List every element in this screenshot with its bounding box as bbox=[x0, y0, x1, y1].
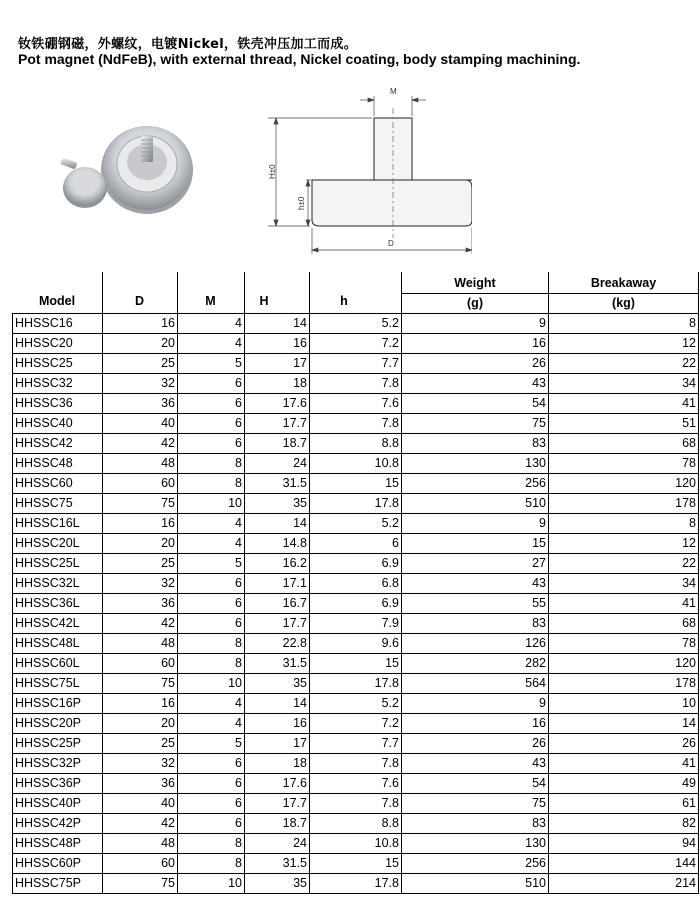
cell-value: 34 bbox=[549, 373, 699, 393]
table-row bbox=[13, 653, 699, 673]
cell-value: 8 bbox=[178, 453, 245, 473]
cell-value: 12 bbox=[549, 333, 699, 353]
table-row bbox=[13, 713, 699, 733]
cell-value: 27 bbox=[402, 553, 549, 573]
table-row bbox=[13, 313, 699, 333]
cell-model: HHSSC48P bbox=[13, 833, 103, 853]
cell-value: 36 bbox=[103, 773, 178, 793]
cell-value: 17 bbox=[245, 733, 310, 753]
cell-value: 83 bbox=[402, 613, 549, 633]
table-row bbox=[13, 633, 699, 653]
cell-value: 510 bbox=[402, 873, 549, 893]
cell-value: 32 bbox=[103, 373, 178, 393]
cell-model: HHSSC36P bbox=[13, 773, 103, 793]
cell-value: 42 bbox=[103, 613, 178, 633]
table-row bbox=[13, 753, 699, 773]
cell-value: 12 bbox=[549, 533, 699, 553]
table-row bbox=[13, 793, 699, 813]
cell-model: HHSSC75L bbox=[13, 673, 103, 693]
cell-model: HHSSC16P bbox=[13, 693, 103, 713]
cell-model: HHSSC32 bbox=[13, 373, 103, 393]
cell-value: 22.8 bbox=[245, 633, 310, 653]
cell-value: 17.1 bbox=[245, 573, 310, 593]
cell-value: 4 bbox=[178, 533, 245, 553]
cell-value: 16.2 bbox=[245, 553, 310, 573]
cell-value: 6 bbox=[178, 813, 245, 833]
cell-value: 9.6 bbox=[310, 633, 402, 653]
cell-value: 17.8 bbox=[310, 673, 402, 693]
cell-value: 5.2 bbox=[310, 513, 402, 533]
header-breakaway-unit: (kg) bbox=[549, 293, 699, 313]
cell-model: HHSSC20P bbox=[13, 713, 103, 733]
cell-value: 120 bbox=[549, 473, 699, 493]
cell-value: 6 bbox=[178, 613, 245, 633]
cell-value: 126 bbox=[402, 633, 549, 653]
cell-value: 25 bbox=[103, 733, 178, 753]
cell-value: 9 bbox=[402, 693, 549, 713]
cell-value: 6 bbox=[178, 413, 245, 433]
cell-value: 10 bbox=[178, 873, 245, 893]
table-row bbox=[13, 693, 699, 713]
cell-value: 10 bbox=[178, 673, 245, 693]
cell-value: 75 bbox=[103, 673, 178, 693]
cell-value: 41 bbox=[549, 753, 699, 773]
header-model: Model bbox=[38, 294, 76, 308]
cell-value: 36 bbox=[103, 393, 178, 413]
cell-model: HHSSC25P bbox=[13, 733, 103, 753]
cell-value: 6 bbox=[310, 533, 402, 553]
table-row bbox=[13, 773, 699, 793]
cell-model: HHSSC60P bbox=[13, 853, 103, 873]
cell-value: 49 bbox=[549, 773, 699, 793]
cell-value: 7.6 bbox=[310, 393, 402, 413]
cell-value: 7.8 bbox=[310, 793, 402, 813]
cell-value: 40 bbox=[103, 793, 178, 813]
cell-value: 26 bbox=[402, 733, 549, 753]
dim-label-d: D bbox=[388, 239, 394, 248]
cell-value: 8 bbox=[178, 473, 245, 493]
cell-value: 35 bbox=[245, 873, 310, 893]
cell-value: 6 bbox=[178, 393, 245, 413]
cell-value: 15 bbox=[310, 473, 402, 493]
cell-value: 7.7 bbox=[310, 733, 402, 753]
cell-value: 41 bbox=[549, 593, 699, 613]
table-row bbox=[13, 393, 699, 413]
cell-value: 5.2 bbox=[310, 693, 402, 713]
cell-value: 6 bbox=[178, 593, 245, 613]
cell-value: 178 bbox=[549, 493, 699, 513]
cell-value: 510 bbox=[402, 493, 549, 513]
cell-value: 15 bbox=[402, 533, 549, 553]
table-row bbox=[13, 373, 699, 393]
cell-value: 18.7 bbox=[245, 433, 310, 453]
cell-value: 14 bbox=[549, 713, 699, 733]
cell-value: 15 bbox=[310, 653, 402, 673]
cell-value: 32 bbox=[103, 753, 178, 773]
cell-value: 48 bbox=[103, 453, 178, 473]
cell-value: 10 bbox=[549, 693, 699, 713]
cell-value: 4 bbox=[178, 313, 245, 333]
cell-value: 6 bbox=[178, 753, 245, 773]
cell-value: 6 bbox=[178, 793, 245, 813]
cell-value: 7.2 bbox=[310, 713, 402, 733]
spec-table bbox=[12, 272, 699, 894]
cell-value: 75 bbox=[402, 793, 549, 813]
table-row bbox=[13, 813, 699, 833]
cell-value: 78 bbox=[549, 453, 699, 473]
cell-value: 20 bbox=[103, 333, 178, 353]
table-row bbox=[13, 733, 699, 753]
cell-value: 6 bbox=[178, 773, 245, 793]
cell-value: 6.8 bbox=[310, 573, 402, 593]
cell-value: 7.8 bbox=[310, 373, 402, 393]
cell-value: 54 bbox=[402, 393, 549, 413]
cell-value: 25 bbox=[103, 353, 178, 373]
cell-value: 16 bbox=[402, 713, 549, 733]
table-row bbox=[13, 553, 699, 573]
cell-value: 15 bbox=[310, 853, 402, 873]
cell-value: 4 bbox=[178, 713, 245, 733]
cell-model: HHSSC60 bbox=[13, 473, 103, 493]
cell-value: 6.9 bbox=[310, 553, 402, 573]
cell-value: 25 bbox=[103, 553, 178, 573]
product-photo bbox=[55, 118, 205, 218]
cell-value: 17.6 bbox=[245, 773, 310, 793]
header-weight-unit: (g) bbox=[402, 293, 549, 313]
cell-model: HHSSC32L bbox=[13, 573, 103, 593]
cell-value: 18 bbox=[245, 373, 310, 393]
table-row bbox=[13, 333, 699, 353]
table-row bbox=[13, 853, 699, 873]
cell-model: HHSSC20L bbox=[13, 533, 103, 553]
table-row bbox=[13, 493, 699, 513]
cell-value: 78 bbox=[549, 633, 699, 653]
cell-value: 42 bbox=[103, 433, 178, 453]
cell-value: 564 bbox=[402, 673, 549, 693]
cell-model: HHSSC42L bbox=[13, 613, 103, 633]
cell-value: 43 bbox=[402, 753, 549, 773]
cell-value: 48 bbox=[103, 633, 178, 653]
cell-value: 31.5 bbox=[245, 473, 310, 493]
cell-value: 75 bbox=[402, 413, 549, 433]
cell-value: 48 bbox=[103, 833, 178, 853]
header-d: D bbox=[134, 294, 145, 308]
cell-model: HHSSC60L bbox=[13, 653, 103, 673]
cell-value: 17.7 bbox=[245, 613, 310, 633]
table-row bbox=[13, 453, 699, 473]
cell-value: 17 bbox=[245, 353, 310, 373]
title-english: Pot magnet (NdFeB), with external thread, Nickel coating, body stamping machining. bbox=[18, 51, 581, 67]
cell-value: 7.9 bbox=[310, 613, 402, 633]
cell-model: HHSSC42P bbox=[13, 813, 103, 833]
cell-value: 8 bbox=[178, 633, 245, 653]
cell-value: 22 bbox=[549, 353, 699, 373]
cell-value: 31.5 bbox=[245, 653, 310, 673]
cell-value: 6 bbox=[178, 573, 245, 593]
table-row bbox=[13, 433, 699, 453]
cell-value: 16 bbox=[103, 693, 178, 713]
cell-value: 17.7 bbox=[245, 413, 310, 433]
cell-value: 34 bbox=[549, 573, 699, 593]
cell-model: HHSSC40 bbox=[13, 413, 103, 433]
cell-value: 41 bbox=[549, 393, 699, 413]
cell-value: 144 bbox=[549, 853, 699, 873]
table-row bbox=[13, 613, 699, 633]
cell-value: 40 bbox=[103, 413, 178, 433]
cell-value: 24 bbox=[245, 453, 310, 473]
cell-model: HHSSC75P bbox=[13, 873, 103, 893]
cell-model: HHSSC16L bbox=[13, 513, 103, 533]
cell-value: 7.6 bbox=[310, 773, 402, 793]
cell-value: 16 bbox=[103, 313, 178, 333]
cell-value: 256 bbox=[402, 473, 549, 493]
cell-value: 31.5 bbox=[245, 853, 310, 873]
cell-value: 14 bbox=[245, 313, 310, 333]
table-row bbox=[13, 833, 699, 853]
cell-value: 17.7 bbox=[245, 793, 310, 813]
cell-value: 7.8 bbox=[310, 753, 402, 773]
table-row bbox=[13, 473, 699, 493]
cell-value: 120 bbox=[549, 653, 699, 673]
cell-value: 60 bbox=[103, 853, 178, 873]
cell-value: 8 bbox=[178, 833, 245, 853]
cell-model: HHSSC48L bbox=[13, 633, 103, 653]
table-row bbox=[13, 873, 699, 893]
cell-model: HHSSC20 bbox=[13, 333, 103, 353]
cell-value: 4 bbox=[178, 693, 245, 713]
cell-value: 7.2 bbox=[310, 333, 402, 353]
table-row bbox=[13, 353, 699, 373]
technical-drawing bbox=[262, 80, 472, 260]
cell-value: 10.8 bbox=[310, 453, 402, 473]
cell-value: 4 bbox=[178, 513, 245, 533]
cell-value: 16 bbox=[402, 333, 549, 353]
cell-value: 54 bbox=[402, 773, 549, 793]
title-chinese: 钕铁硼钢磁，外螺纹，电镀Nickel，铁壳冲压加工而成。 bbox=[18, 37, 358, 52]
header-m: M bbox=[205, 294, 216, 308]
cell-value: 14.8 bbox=[245, 533, 310, 553]
cell-value: 8.8 bbox=[310, 813, 402, 833]
cell-value: 14 bbox=[245, 693, 310, 713]
dim-label-small-h: h±0 bbox=[297, 196, 306, 210]
cell-value: 214 bbox=[549, 873, 699, 893]
cell-model: HHSSC40P bbox=[13, 793, 103, 813]
cell-value: 18 bbox=[245, 753, 310, 773]
cell-value: 16.7 bbox=[245, 593, 310, 613]
cell-value: 7.7 bbox=[310, 353, 402, 373]
cell-model: HHSSC75 bbox=[13, 493, 103, 513]
cell-value: 5 bbox=[178, 553, 245, 573]
table-row bbox=[13, 513, 699, 533]
cell-value: 82 bbox=[549, 813, 699, 833]
cell-model: HHSSC36L bbox=[13, 593, 103, 613]
cell-model: HHSSC42 bbox=[13, 433, 103, 453]
cell-value: 5 bbox=[178, 733, 245, 753]
cell-value: 26 bbox=[549, 733, 699, 753]
table-row bbox=[13, 573, 699, 593]
cell-model: HHSSC16 bbox=[13, 313, 103, 333]
cell-value: 75 bbox=[103, 873, 178, 893]
cell-value: 83 bbox=[402, 813, 549, 833]
cell-value: 6.9 bbox=[310, 593, 402, 613]
cell-value: 256 bbox=[402, 853, 549, 873]
table-row bbox=[13, 413, 699, 433]
table-row bbox=[13, 673, 699, 693]
cell-value: 43 bbox=[402, 573, 549, 593]
cell-value: 4 bbox=[178, 333, 245, 353]
cell-value: 24 bbox=[245, 833, 310, 853]
cell-value: 7.8 bbox=[310, 413, 402, 433]
table-row bbox=[13, 593, 699, 613]
cell-value: 9 bbox=[402, 313, 549, 333]
cell-value: 17.8 bbox=[310, 873, 402, 893]
cell-value: 8 bbox=[178, 653, 245, 673]
cell-value: 68 bbox=[549, 433, 699, 453]
header-h-lower: h bbox=[340, 294, 348, 308]
cell-value: 9 bbox=[402, 513, 549, 533]
cell-value: 26 bbox=[402, 353, 549, 373]
cell-value: 36 bbox=[103, 593, 178, 613]
dim-label-m: M bbox=[390, 87, 397, 96]
cell-value: 282 bbox=[402, 653, 549, 673]
cell-value: 130 bbox=[402, 453, 549, 473]
cell-value: 17.8 bbox=[310, 493, 402, 513]
header-h-upper: H bbox=[259, 294, 269, 308]
cell-value: 8 bbox=[178, 853, 245, 873]
cell-value: 8 bbox=[549, 313, 699, 333]
table-row bbox=[13, 533, 699, 553]
cell-model: HHSSC25 bbox=[13, 353, 103, 373]
cell-model: HHSSC48 bbox=[13, 453, 103, 473]
cell-value: 16 bbox=[245, 333, 310, 353]
cell-value: 178 bbox=[549, 673, 699, 693]
cell-value: 6 bbox=[178, 373, 245, 393]
cell-value: 5 bbox=[178, 353, 245, 373]
cell-value: 35 bbox=[245, 493, 310, 513]
cell-value: 83 bbox=[402, 433, 549, 453]
cell-model: HHSSC25L bbox=[13, 553, 103, 573]
cell-value: 20 bbox=[103, 533, 178, 553]
cell-value: 16 bbox=[245, 713, 310, 733]
cell-value: 20 bbox=[103, 713, 178, 733]
header-breakaway: Breakaway bbox=[549, 272, 699, 293]
cell-value: 10 bbox=[178, 493, 245, 513]
cell-value: 18.7 bbox=[245, 813, 310, 833]
cell-model: HHSSC36 bbox=[13, 393, 103, 413]
cell-value: 60 bbox=[103, 653, 178, 673]
cell-value: 8 bbox=[549, 513, 699, 533]
dim-label-h: H±0 bbox=[268, 164, 277, 179]
cell-value: 8.8 bbox=[310, 433, 402, 453]
cell-value: 32 bbox=[103, 573, 178, 593]
cell-value: 61 bbox=[549, 793, 699, 813]
cell-value: 51 bbox=[549, 413, 699, 433]
cell-model: HHSSC32P bbox=[13, 753, 103, 773]
cell-value: 22 bbox=[549, 553, 699, 573]
cell-value: 16 bbox=[103, 513, 178, 533]
cell-value: 5.2 bbox=[310, 313, 402, 333]
cell-value: 130 bbox=[402, 833, 549, 853]
cell-value: 6 bbox=[178, 433, 245, 453]
cell-value: 14 bbox=[245, 513, 310, 533]
cell-value: 35 bbox=[245, 673, 310, 693]
cell-value: 68 bbox=[549, 613, 699, 633]
cell-value: 60 bbox=[103, 473, 178, 493]
cell-value: 17.6 bbox=[245, 393, 310, 413]
cell-value: 94 bbox=[549, 833, 699, 853]
cell-value: 43 bbox=[402, 373, 549, 393]
cell-value: 55 bbox=[402, 593, 549, 613]
cell-value: 42 bbox=[103, 813, 178, 833]
cell-value: 75 bbox=[103, 493, 178, 513]
cell-value: 10.8 bbox=[310, 833, 402, 853]
header-weight: Weight bbox=[402, 272, 549, 293]
